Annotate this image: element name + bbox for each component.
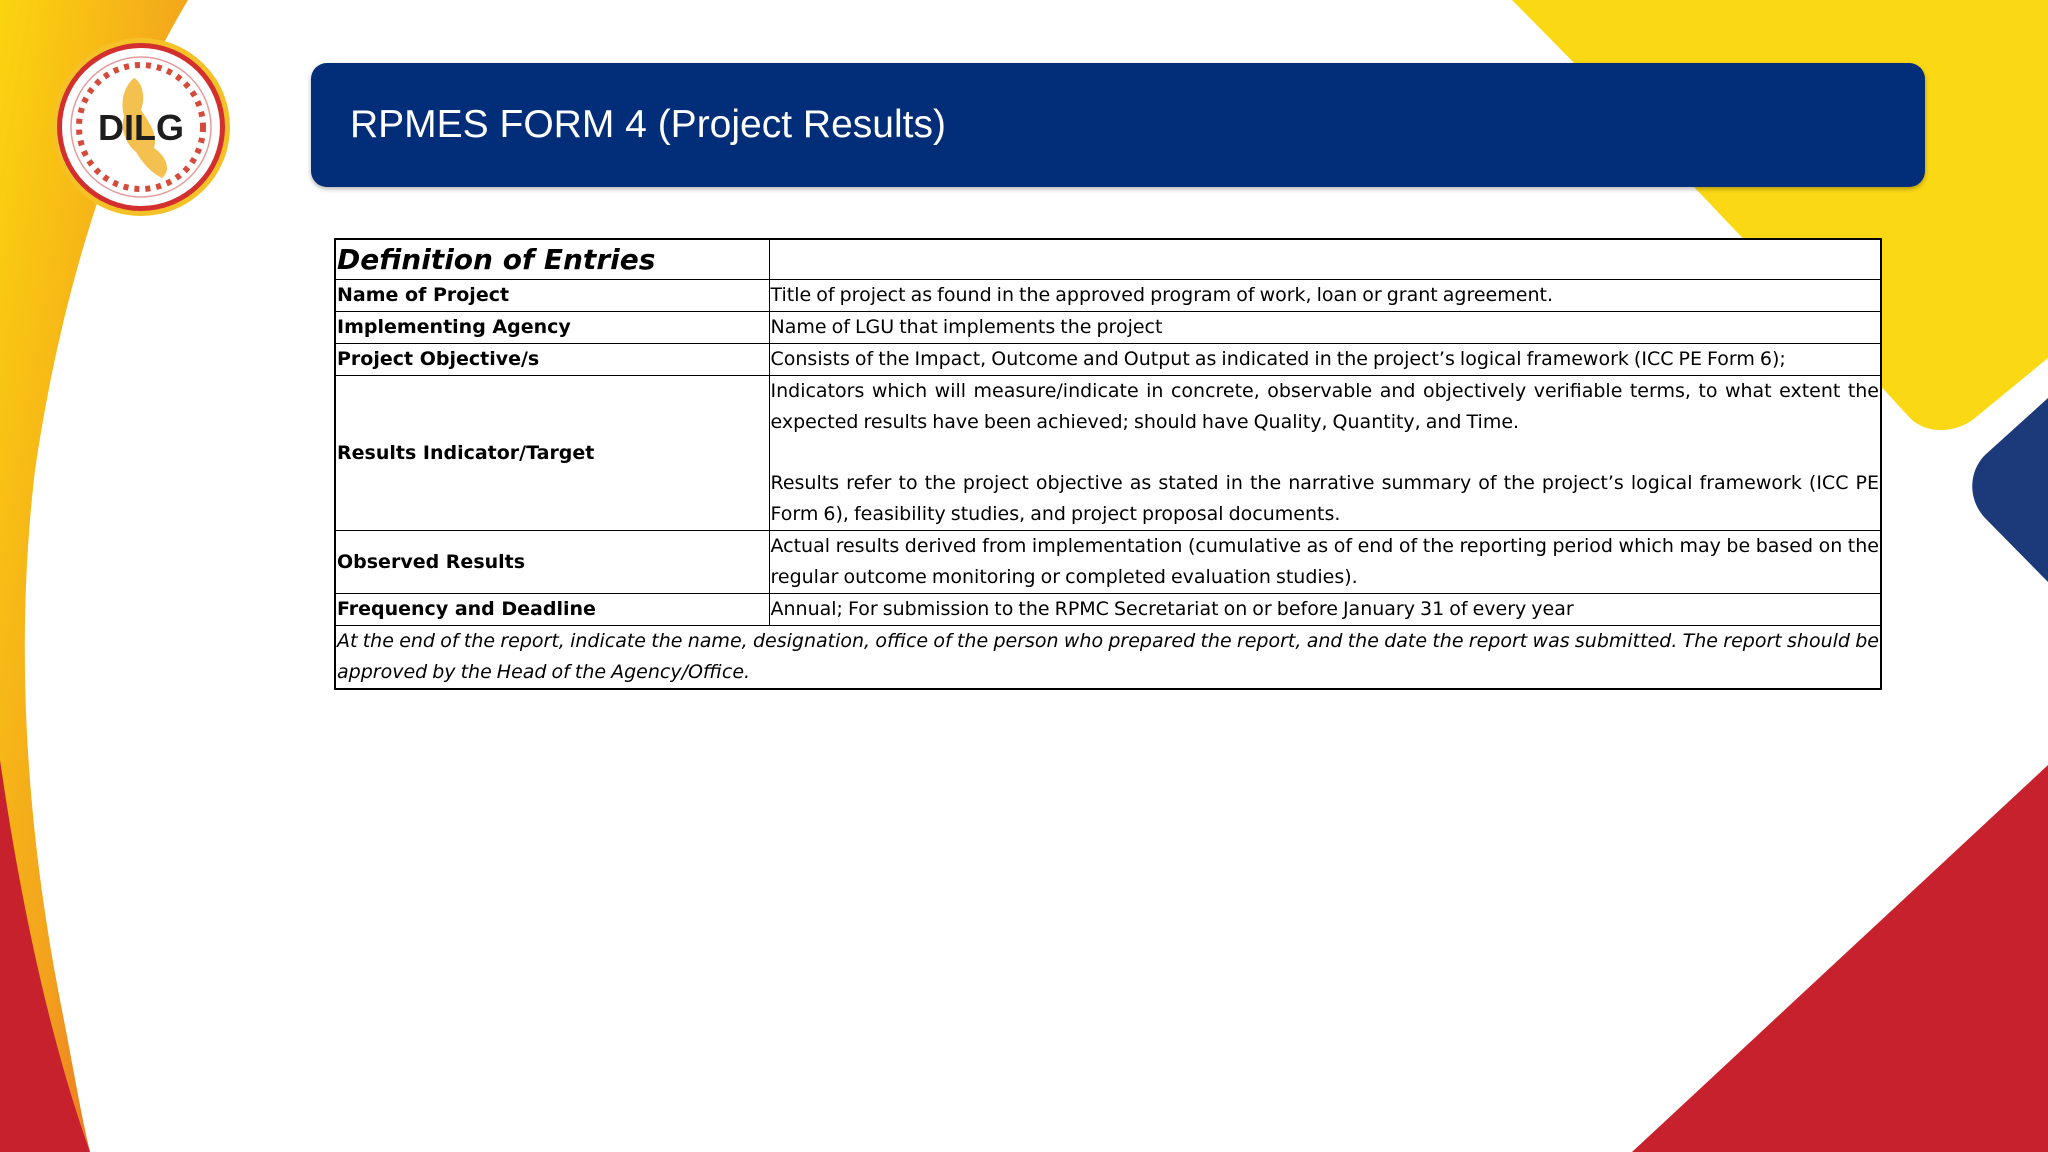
footer-note: At the end of the report, indicate the name, designation, office of the person who prepared the report, and the date the report was submitted. The report should be approved by the Head of the Agency/Office. bbox=[335, 626, 1881, 690]
table-header-empty-cell bbox=[769, 239, 1881, 280]
entry-term: Name of Project bbox=[335, 280, 769, 312]
dilg-logo bbox=[50, 36, 232, 218]
entry-description: Indicators which will measure/indicate in concrete, observable and objectively verifiable terms, to what extent the expected results have been achieved; should have Quality, Quantity, and Time. bbox=[770, 380, 1879, 433]
table-row bbox=[335, 594, 1881, 626]
entry-description-second: Results refer to the project objective as stated in the narrative summary of the project’s logical framework (ICC PE Form 6), feasibility studies, and project proposal documents. bbox=[770, 472, 1879, 525]
entry-term: Frequency and Deadline bbox=[335, 594, 769, 626]
table-header: Definition of Entries bbox=[335, 239, 769, 280]
title-bar bbox=[311, 63, 1925, 187]
right-navy-accent bbox=[1972, 398, 2048, 582]
entry-description: Title of project as found in the approved program of work, loan or grant agreement. bbox=[769, 280, 1881, 312]
table-row bbox=[335, 280, 1881, 312]
entry-term: Results Indicator/Target bbox=[335, 376, 769, 531]
entry-description: Actual results derived from implementation (cumulative as of end of the reporting period which may be based on the regular outcome monitoring or completed evaluation studies). bbox=[769, 531, 1881, 594]
table-header-row bbox=[335, 239, 1881, 280]
bottom-right-red-shape bbox=[1632, 765, 2048, 1152]
table-row bbox=[335, 344, 1881, 376]
table-row bbox=[335, 531, 1881, 594]
table-row bbox=[335, 376, 1881, 531]
table-footer-row bbox=[335, 626, 1881, 690]
definition-table bbox=[334, 238, 1882, 690]
entry-description: Name of LGU that implements the project bbox=[769, 312, 1881, 344]
slide-title: RPMES FORM 4 (Project Results) bbox=[350, 103, 946, 146]
entry-description: Annual; For submission to the RPMC Secretariat on or before January 31 of every year bbox=[769, 594, 1881, 626]
table-row bbox=[335, 312, 1881, 344]
entry-term: Implementing Agency bbox=[335, 312, 769, 344]
entry-term: Observed Results bbox=[335, 531, 769, 594]
entry-description: Consists of the Impact, Outcome and Output as indicated in the project’s logical framework (ICC PE Form 6); bbox=[769, 344, 1881, 376]
entry-term: Project Objective/s bbox=[335, 344, 769, 376]
entry-description-cell bbox=[769, 376, 1881, 531]
logo-text: DILG bbox=[98, 107, 184, 148]
